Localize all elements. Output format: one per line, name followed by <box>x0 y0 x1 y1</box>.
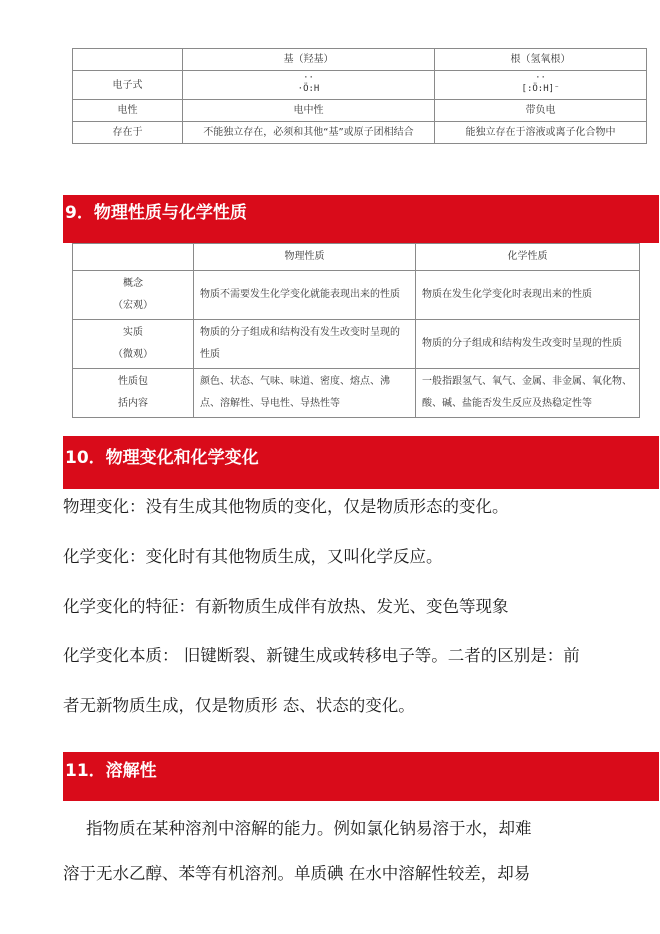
paragraph: 化学变化：变化时有其他物质生成，又叫化学反应。 <box>63 547 443 566</box>
row-label: 性质包 括内容 <box>73 369 194 418</box>
physical-chemical-properties-table <box>72 243 640 418</box>
row-label: 实质 （微观） <box>73 320 194 369</box>
table-row <box>73 71 647 100</box>
table-header-row <box>73 49 647 71</box>
table-row <box>73 122 647 144</box>
table-row <box>73 100 647 122</box>
section-11-heading: 11．溶解性 <box>63 752 659 801</box>
row-label: 电子式 <box>73 71 183 100</box>
table-cell: 物质不需要发生化学变化就能表现出来的性质 <box>194 271 416 320</box>
table-cell: 颜色、状态、气味、味道、密度、熔点、沸点、溶解性、导电性、导热性等 <box>194 369 416 418</box>
table-header-row <box>73 244 640 271</box>
section-10-heading: 10．物理变化和化学变化 <box>63 436 659 489</box>
paragraph: 物理变化：没有生成其他物质的变化，仅是物质形态的变化。 <box>63 497 509 516</box>
column-header: 化学性质 <box>416 244 640 271</box>
column-header: 物理性质 <box>194 244 416 271</box>
paragraph: 化学变化本质： 旧键断裂、新键生成或转移电子等。二者的区别是：前 <box>63 646 580 665</box>
table-cell: 物质在发生化学变化时表现出来的性质 <box>416 271 640 320</box>
column-header: 基（羟基） <box>183 49 435 71</box>
formula-text: [:Ö:H]⁻ <box>521 84 560 94</box>
lone-pair-dots: ·· <box>535 73 546 83</box>
row-label: 概念 （宏观） <box>73 271 194 320</box>
table-corner <box>73 244 194 271</box>
table-row <box>73 271 640 320</box>
electron-formula-radical <box>183 71 435 100</box>
lone-pair-dots: ·· <box>303 73 314 83</box>
paragraph: 者无新物质生成，仅是物质形 态、状态的变化。 <box>63 696 415 715</box>
table-cell: 物质的分子组成和结构没有发生改变时呈现的性质 <box>194 320 416 369</box>
section-9-heading: 9．物理性质与化学性质 <box>63 195 659 243</box>
row-label: 电性 <box>73 100 183 122</box>
radical-vs-ion-table <box>72 48 647 144</box>
paragraph: 指物质在某种溶剂中溶解的能力。例如氯化钠易溶于水，却难 <box>86 819 532 838</box>
table-row <box>73 320 640 369</box>
table-cell: 带负电 <box>435 100 647 122</box>
table-cell: 电中性 <box>183 100 435 122</box>
electron-formula-ion <box>435 71 647 100</box>
formula-text: ·Ö:H <box>297 84 320 94</box>
paragraph: 溶于无水乙醇、苯等有机溶剂。单质碘 在水中溶解性较差，却易 <box>63 864 531 883</box>
row-label: 存在于 <box>73 122 183 144</box>
column-header: 根（氢氧根） <box>435 49 647 71</box>
table-cell: 一般指跟氢气、氧气、金属、非金属、氧化物、酸、碱、盐能否发生反应及热稳定性等 <box>416 369 640 418</box>
paragraph: 化学变化的特征：有新物质生成伴有放热、发光、变色等现象 <box>63 597 509 616</box>
table-row <box>73 369 640 418</box>
table-cell: 不能独立存在，必须和其他“基”或原子团相结合 <box>183 122 435 144</box>
table-corner <box>73 49 183 71</box>
table-cell: 能独立存在于溶液或离子化合物中 <box>435 122 647 144</box>
table-cell: 物质的分子组成和结构发生改变时呈现的性质 <box>416 320 640 369</box>
